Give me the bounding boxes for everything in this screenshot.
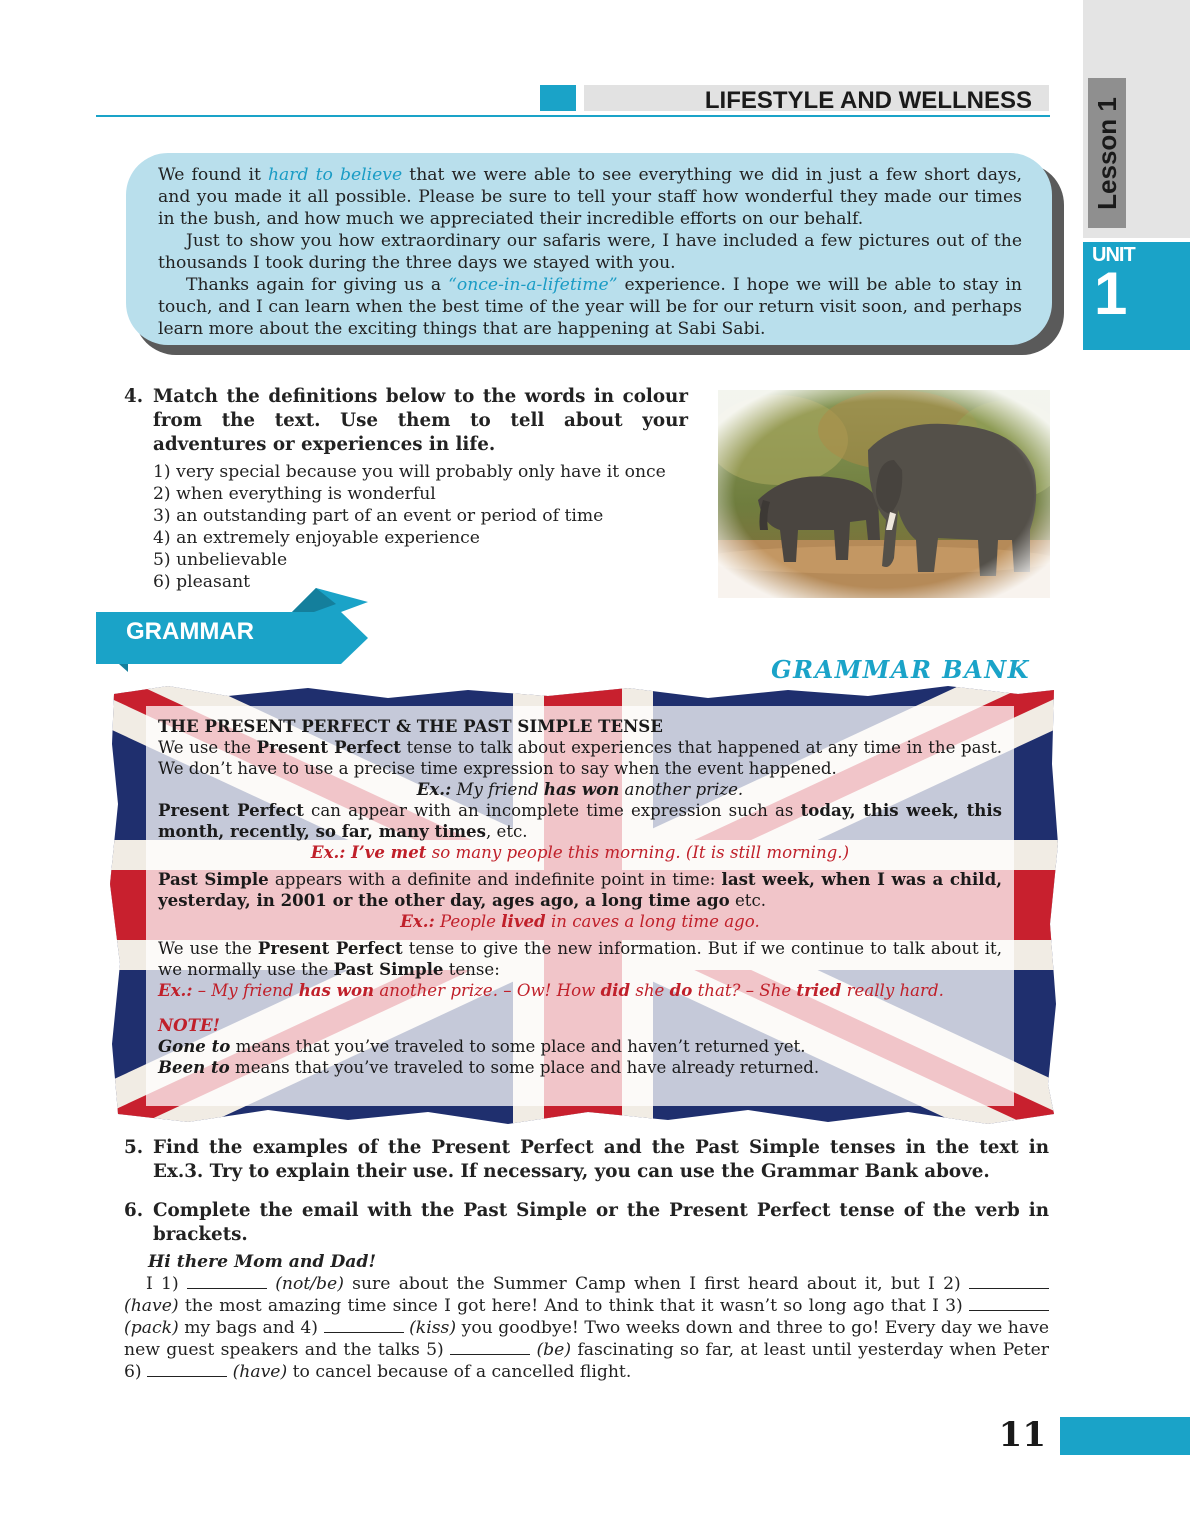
answer-blank-1[interactable] <box>187 1274 267 1289</box>
highlight-word: hard to believe <box>267 165 403 185</box>
grammar-example-2: Ex.: I’ve met so many people this morning. (It is still morning.) <box>310 842 850 862</box>
section-title: LIFESTYLE AND WELLNESS <box>704 87 1032 114</box>
grammar-banner-label: GRAMMAR <box>126 618 254 645</box>
grammar-bank-content <box>158 716 1002 1078</box>
grammar-rule-4: We use the Present Perfect tense to give the new information. But if we continue to talk about it, we normally use the Past Simple tense: <box>158 938 1002 979</box>
list-item: 3) an outstanding part of an event or period of time <box>153 506 604 526</box>
list-item: 4) an extremely enjoyable experience <box>153 528 480 548</box>
answer-blank-6[interactable] <box>147 1362 227 1377</box>
answer-blank-3[interactable] <box>969 1296 1049 1311</box>
letter-paragraph-2: Just to show you how extraordinary our safaris were, I have included a few pictures out of the thousands I took during the three days we stayed with you. <box>158 231 1022 273</box>
task-4-definitions <box>153 461 666 593</box>
email-exercise <box>124 1251 1049 1383</box>
lesson-label-wrap <box>1088 78 1126 228</box>
note-label: NOTE! <box>158 1015 220 1035</box>
letter-paragraph-1: We found it hard to believe that we were able to see everything we did in just a few short days, and you made it all possible. Please be sure to tell your staff how wonderful they made our times in the bush, and how much we appreciated their incredible efforts on our behalf. <box>158 165 1022 229</box>
grammar-bank-title: GRAMMAR BANK <box>771 655 1030 684</box>
note-been-to: Been to means that you’ve traveled to some place and have already returned. <box>158 1057 820 1077</box>
unit-number: 1 <box>1094 260 1128 327</box>
grammar-rule-2: Present Perfect can appear with an incomplete time expression such as today, this week, this month, recently, so far, many times, etc. <box>158 800 1002 841</box>
highlight-word: “once-in-a-lifetime” <box>448 275 618 295</box>
lesson-label: Lesson 1 <box>1091 96 1122 210</box>
grammar-example-4: Ex.: – My friend has won another prize. – Ow! How did she do that? – She tried really hard. <box>158 980 944 1000</box>
email-body: I 1) (not/be) sure about the Summer Camp when I first heard about it, but I 2) (have) the most amazing time since I got here! And to think that it wasn’t so long ago that I 3) (pack) my bags and 4) (kiss) you goodbye! Two weeks down and three to go! Every day we have new guest speakers and the talks 5) (be) fascinating so far, at least until yesterday when Peter 6) (have) to cancel because of a cancelled flight. <box>124 1274 1050 1382</box>
page-number: 11 <box>998 1415 1046 1455</box>
note-gone-to: Gone to means that you’ve traveled to some place and haven’t returned yet. <box>158 1036 806 1056</box>
letter-paragraph-3: Thanks again for giving us a “once-in-a-lifetime” experience. I hope we will be able to stay in touch, and I can learn when the best time of the year will be for our return visit soon, and perhaps learn more about the exciting things that are happening at Sabi Sabi. <box>158 275 1022 339</box>
task-6-instruction: 6. Complete the email with the Past Simple or the Present Perfect tense of the verb in brackets. <box>124 1200 1049 1245</box>
answer-blank-4[interactable] <box>324 1318 404 1333</box>
grammar-example-1: Ex.: My friend has won another prize. <box>416 779 744 799</box>
task-5-instruction: 5. Find the examples of the Present Perfect and the Past Simple tenses in the text in Ex.3. Try to explain their use. If necessary, you can use the Grammar Bank above. <box>124 1137 1049 1182</box>
grammar-rule-3: Past Simple appears with a definite and indefinite point in time: last week, when I was a child, yesterday, in 2001 or the other day, ages ago, a long time ago etc. <box>158 869 1002 910</box>
letter-text <box>158 164 1022 340</box>
grammar-example-3: Ex.: People lived in caves a long time ago. <box>400 911 760 931</box>
header-rule <box>96 115 1050 117</box>
email-greeting: Hi there Mom and Dad! <box>148 1252 376 1272</box>
answer-blank-2[interactable] <box>969 1274 1049 1289</box>
unit-label: UNIT <box>1092 244 1135 266</box>
answer-blank-5[interactable] <box>450 1340 530 1355</box>
header-accent-block <box>540 85 576 111</box>
page-number-bar <box>1060 1417 1190 1455</box>
task-number: 4. <box>124 386 144 407</box>
list-item: 2) when everything is wonderful <box>153 484 436 504</box>
task-number: 6. <box>124 1200 144 1221</box>
grammar-heading: THE PRESENT PERFECT & THE PAST SIMPLE TENSE <box>158 716 663 736</box>
task-4-instruction: 4. Match the definitions below to the words in colour from the text. Use them to tell about your adventures or experiences in life. <box>124 386 688 455</box>
elephants-photo <box>718 390 1050 598</box>
list-item: 1) very special because you will probably only have it once <box>153 462 666 482</box>
list-item: 6) pleasant <box>153 572 251 592</box>
list-item: 5) unbelievable <box>153 550 288 570</box>
task-number: 5. <box>124 1137 144 1158</box>
grammar-rule-1: We use the Present Perfect tense to talk about experiences that happened at any time in the past. We don’t have to use a precise time expression to say when the event happened. <box>158 737 1003 778</box>
